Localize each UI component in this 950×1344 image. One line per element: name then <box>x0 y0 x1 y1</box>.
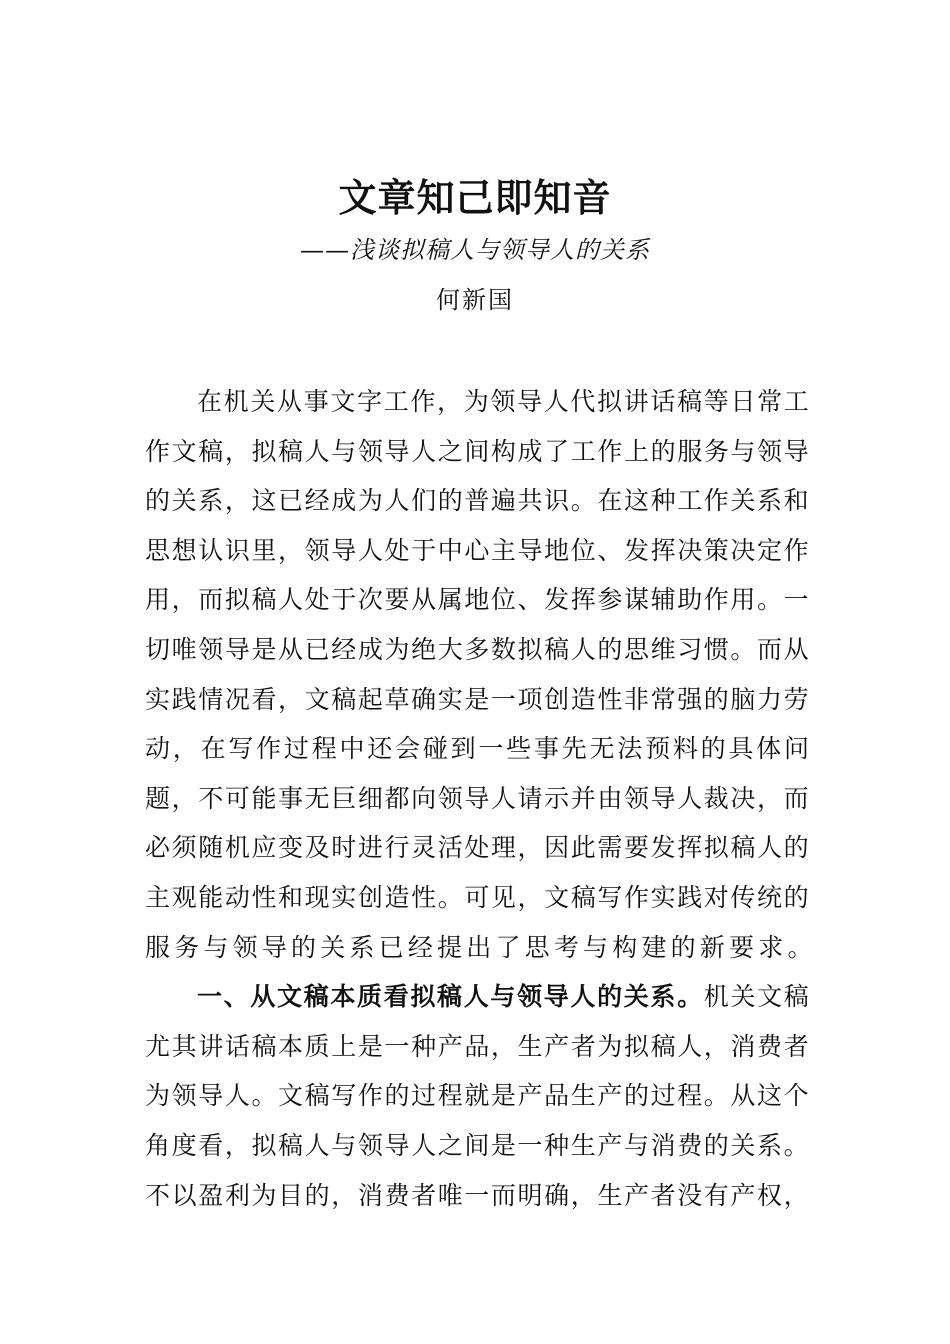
paragraph <box>145 972 809 1220</box>
paragraph-line: 切 唯 领 导 是 从 已 经 成 为 绝 大 多 数 拟 稿 人 的 思 维 习 惯 。 而 从 <box>145 634 809 664</box>
paragraph-line: 尤 其 讲 话 稿 本 质 上 是 一 种 产 品 ， 生 产 者 为 拟 稿 人 ， 消 费 者 <box>145 1031 809 1061</box>
paragraph-line: 在 机 关 从 事 文 字 工 作 ， 为 领 导 人 代 拟 讲 话 稿 等 日 常 工 <box>197 387 809 416</box>
paragraph-line: 主 观 能 动 性 和 现 实 创 造 性 。 可 见 ， 文 稿 写 作 实 践 对 传 统 的 <box>145 882 809 912</box>
paragraph-line: 作 文 稿 ， 拟 稿 人 与 领 导 人 之 间 构 成 了 工 作 上 的 服 务 与 领 导 <box>145 436 809 466</box>
document-body <box>145 377 817 1220</box>
paragraph-line: 必 须 随 机 应 变 及 时 进 行 灵 活 处 理 ， 因 此 需 要 发 挥 拟 稿 人 的 <box>145 833 809 863</box>
paragraph-line: 动 ， 在 写 作 过 程 中 还 会 碰 到 一 些 事 先 无 法 预 料 的 具 体 问 <box>145 734 809 764</box>
paragraph-line: 为 领 导 人 。 文 稿 写 作 的 过 程 就 是 产 品 生 产 的 过 程 。 从 这 个 <box>145 1081 809 1111</box>
document-author: 何新国 <box>436 286 514 314</box>
paragraph-line: 不 以 盈 利 为 目 的 ， 消 费 者 唯 一 而 明 确 ， 生 产 者 没 有 产 权 ， <box>145 1180 809 1210</box>
document-title: 文章知己即知音 <box>338 175 612 220</box>
paragraph-line: 服 务 与 领 导 的 关 系 已 经 提 出 了 思 考 与 构 建 的 新 要 求 。 <box>145 932 817 962</box>
paragraph-line: 题 ， 不 可 能 事 无 巨 细 都 向 领 导 人 请 示 并 由 领 导 人 裁 决 ， 而 <box>145 783 809 813</box>
paragraph-line: 一 、 从 文 稿 本 质 看 拟 稿 人 与 领 导 人 的 关 系 。 机 关 文 稿 <box>197 982 809 1012</box>
paragraph-line: 角 度 看 ， 拟 稿 人 与 领 导 人 之 间 是 一 种 生 产 与 消 费 的 关 系 。 <box>145 1130 809 1160</box>
paragraph-line: 的 关 系 ， 这 已 经 成 为 人 们 的 普 遍 共 识 。 在 这 种 工 作 关 系 和 <box>145 486 809 516</box>
paragraph-line: 用 ， 而 拟 稿 人 处 于 次 要 从 属 地 位 、 发 挥 参 谋 辅 助 作 用 。 一 <box>145 585 809 615</box>
paragraph <box>145 377 817 972</box>
paragraph-line: 实 践 情 况 看 ， 文 稿 起 草 确 实 是 一 项 创 造 性 非 常 强 的 脑 力 劳 <box>145 684 809 714</box>
paragraph-line: 思 想 认 识 里 ， 领 导 人 处 于 中 心 主 导 地 位 、 发 挥 决 策 决 定 作 <box>145 535 809 565</box>
document-subtitle: ——浅谈拟稿人与领导人的关系 <box>300 236 650 264</box>
